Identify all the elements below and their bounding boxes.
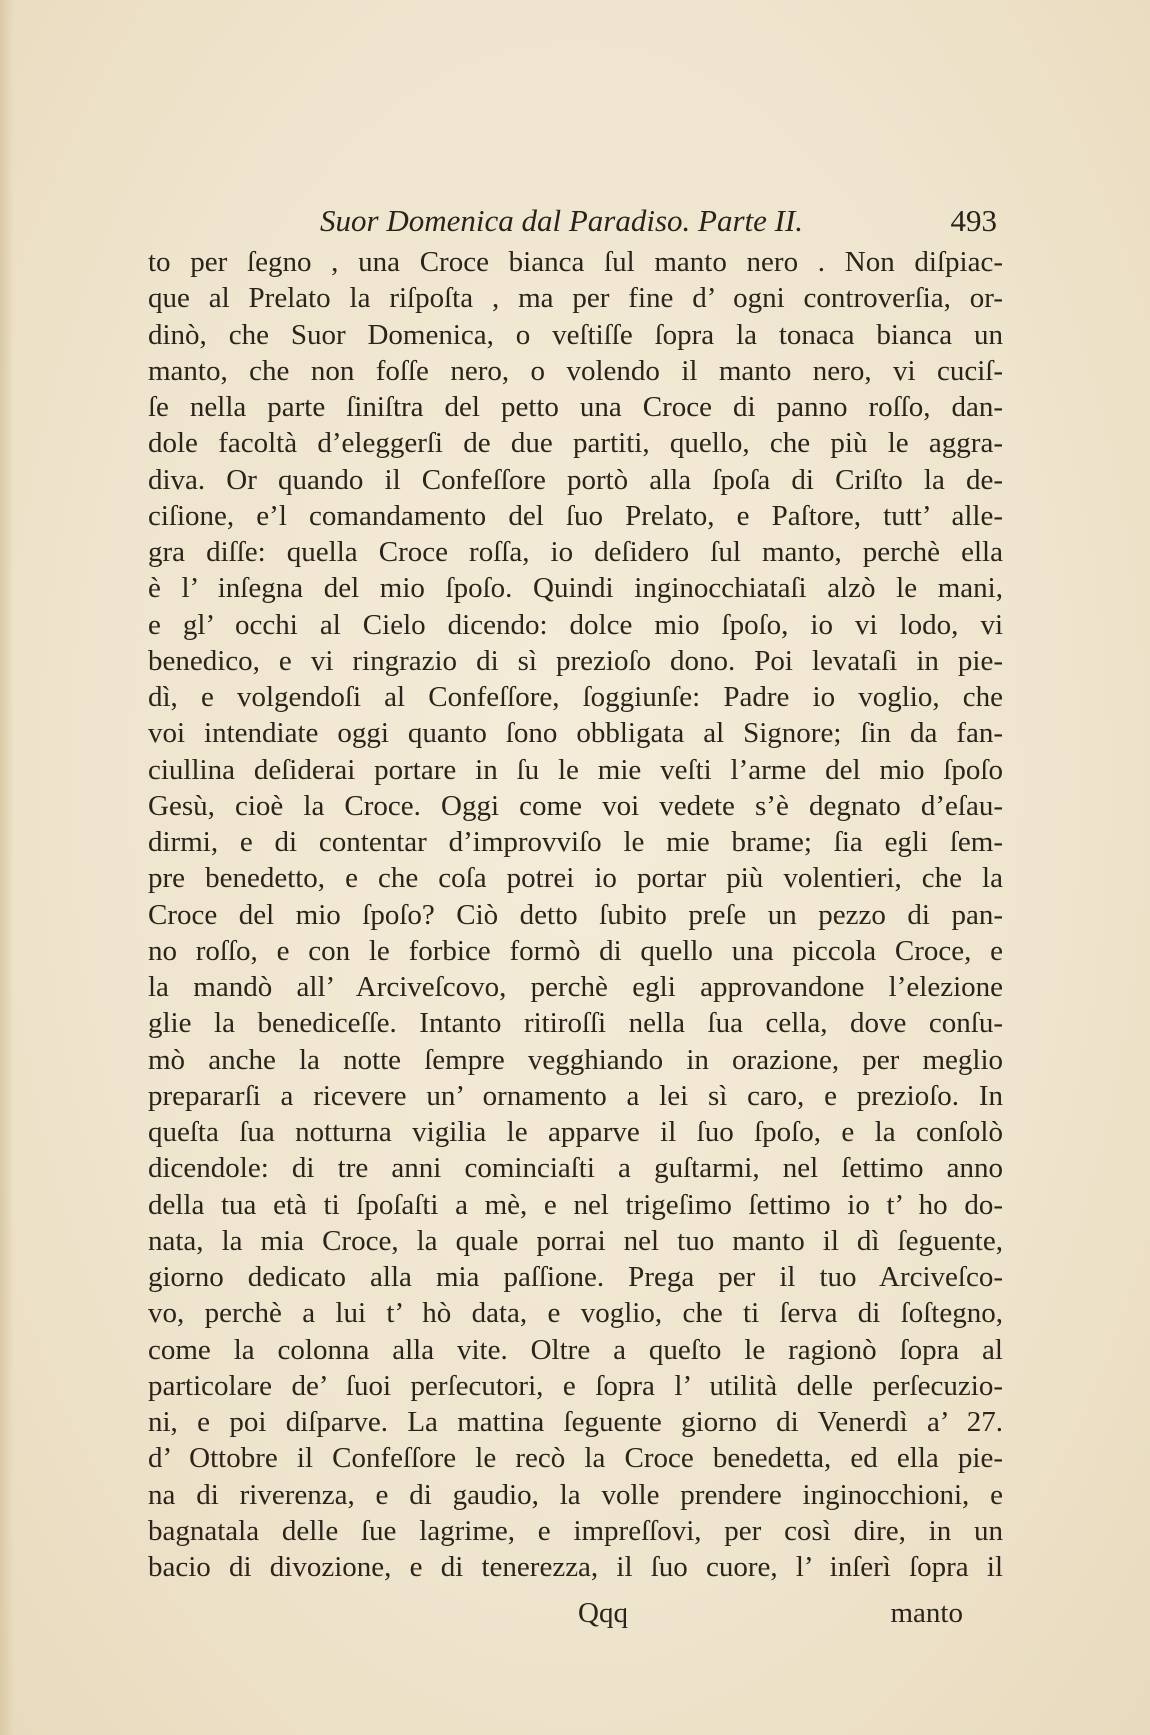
body-text	[148, 244, 1003, 1585]
text-line: voi intendiate oggi quanto ſono obbligata al Signore; ſin da fan-	[148, 717, 1003, 750]
text-line: come la colonna alla vite. Oltre a queſto le ragionò ſopra al	[148, 1333, 1003, 1366]
text-line: ni, e poi diſparve. La mattina ſeguente giorno di Venerdì a’ 27.	[148, 1406, 1003, 1438]
text-line: pre benedetto, e che coſa potrei io portar più volentieri, che la	[148, 862, 1003, 895]
text-line: na di riverenza, e di gaudio, la volle prendere inginocchioni, e	[148, 1478, 1003, 1511]
text-line: vo, perchè a lui t’ hò data, e voglio, che ti ſerva di ſoſtegno,	[148, 1297, 1003, 1330]
text-line: mò anche la notte ſempre vegghiando in orazione, per meglio	[148, 1043, 1003, 1076]
text-line: benedico, e vi ringrazio di sì prezioſo dono. Poi levataſi in pie-	[148, 644, 1003, 677]
text-line: to per ſegno , una Croce bianca ſul manto nero . Non diſpiac-	[148, 246, 1003, 278]
catchword: manto	[890, 1597, 963, 1629]
text-line: glie la benediceſſe. Intanto ritiroſſi nella ſua cella, dove conſu-	[148, 1007, 1003, 1040]
text-line: la mandò all’ Arciveſcovo, perchè egli approvandone l’elezione	[148, 971, 1003, 1003]
text-line: è l’ inſegna del mio ſpoſo. Quindi inginocchiataſi alzò le mani,	[148, 572, 1003, 605]
text-line: prepararſi a ricevere un’ ornamento a lei sì caro, e prezioſo. In	[148, 1079, 1003, 1112]
text-line: que al Prelato la riſpoſta , ma per fine d’ ogni controverſia, or-	[148, 282, 1003, 315]
text-line: dole facoltà d’eleggerſi de due partiti, quello, che più le aggra-	[148, 427, 1003, 460]
text-line: bacio di divozione, e di tenerezza, il ſuo cuore, l’ inſerì ſopra il	[148, 1551, 1003, 1583]
text-line: diva. Or quando il Confeſſore portò alla ſpoſa di Criſto la de-	[148, 463, 1003, 496]
text-line: ſe nella parte ſiniſtra del petto una Croce di panno roſſo, dan-	[148, 391, 1003, 423]
page-number: 493	[950, 203, 997, 238]
text-line: dinò, che Suor Domenica, o veſtiſſe ſopra la tonaca bianca un	[148, 318, 1003, 351]
text-line: queſta ſua notturna vigilia le apparve il ſuo ſpoſo, e la conſolò	[148, 1116, 1003, 1148]
page-header	[148, 203, 1003, 243]
text-line: dirmi, e di contentar d’improvviſo le mie brame; ſia egli ſem-	[148, 826, 1003, 858]
text-line: d’ Ottobre il Confeſſore le recò la Croce benedetta, ed ella pie-	[148, 1442, 1003, 1475]
text-line: gra diſſe: quella Croce roſſa, io deſidero ſul manto, perchè ella	[148, 536, 1003, 568]
text-line: ciſione, e’l comandamento del ſuo Prelato, e Paſtore, tutt’ alle-	[148, 499, 1003, 532]
text-line: giorno dedicato alla mia paſſione. Prega per il tuo Arciveſco-	[148, 1261, 1003, 1293]
text-line: dì, e volgendoſi al Confeſſore, ſoggiunſe: Padre io voglio, che	[148, 681, 1003, 713]
text-line: nata, la mia Croce, la quale porrai nel tuo manto il dì ſeguente,	[148, 1224, 1003, 1257]
text-line: particolare de’ ſuoi perſecutori, e ſopra l’ utilità delle perſecuzio-	[148, 1369, 1003, 1402]
text-line: ciullina deſiderai portare in ſu le mie veſti l’arme del mio ſpoſo	[148, 753, 1003, 786]
signature-mark: Qqq	[578, 1597, 628, 1629]
running-title: Suor Domenica dal Paradiso. Parte II.	[320, 203, 804, 238]
text-line: manto, che non foſſe nero, o volendo il manto nero, vi cuciſ-	[148, 354, 1003, 387]
text-line: Croce del mio ſpoſo? Ciò detto ſubito preſe un pezzo di pan-	[148, 898, 1003, 931]
text-line: Gesù, cioè la Croce. Oggi come voi vedete s’è degnato d’eſau-	[148, 789, 1003, 822]
page-footer	[148, 1597, 1003, 1637]
text-line: della tua età ti ſpoſaſti a mè, e nel trigeſimo ſettimo io t’ ho do-	[148, 1188, 1003, 1221]
text-line: bagnatala delle ſue lagrime, e impreſſovi, per così dire, in un	[148, 1514, 1003, 1547]
text-line: e gl’ occhi al Cielo dicendo: dolce mio ſpoſo, io vi lodo, vi	[148, 608, 1003, 641]
text-line: no roſſo, e con le forbice formò di quello una piccola Croce, e	[148, 934, 1003, 967]
text-line: dicendole: di tre anni cominciaſti a guſtarmi, nel ſettimo anno	[148, 1152, 1003, 1185]
